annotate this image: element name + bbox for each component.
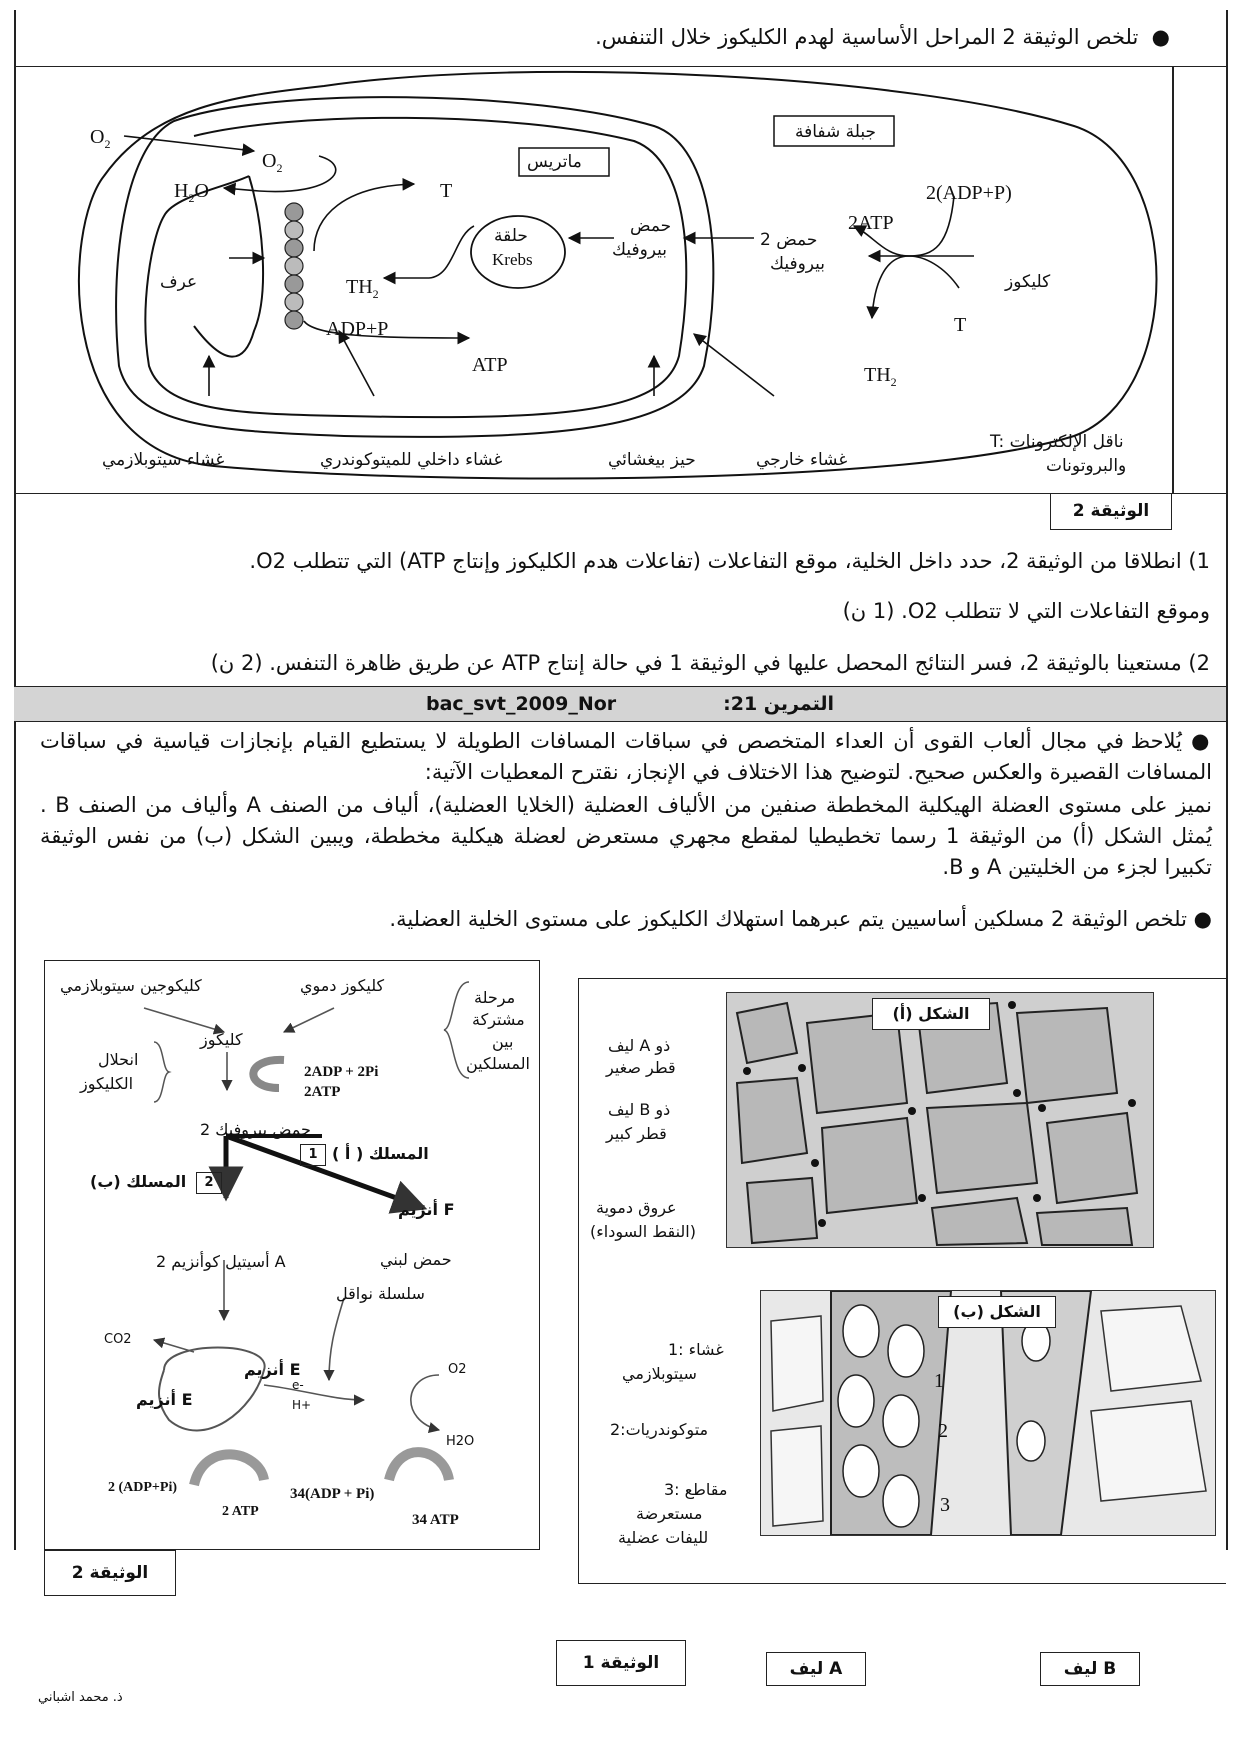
- plasma-membrane-label: غشاء سيتوبلازمي: [102, 450, 225, 470]
- bullet-icon: ●: [1191, 729, 1212, 753]
- enzyme-f-label: أنزيم F: [398, 1200, 455, 1219]
- glycogen-arrow: [144, 1008, 224, 1032]
- fiber-a-small-label-2: قطر صغير: [606, 1058, 676, 1077]
- adp-p-right-label: 2(ADP+P): [926, 182, 1012, 204]
- matrix-label: ماتريس: [527, 152, 582, 172]
- th2-mid-label: $TH_2$: [346, 276, 379, 301]
- o2-bottom-label: O2: [448, 1362, 467, 1377]
- common-phase-4: المسلكين: [466, 1054, 530, 1073]
- path-a-number: 1: [300, 1144, 326, 1166]
- acetyl-coa-label: 2 أسيتيل كوأنزيم A: [156, 1252, 286, 1271]
- o2-inside-label: $O_2$: [262, 150, 283, 175]
- glycolysis-label-1: انحلال: [98, 1050, 139, 1069]
- question-2: 2) مستعينا بالوثيقة 2، فسر النتائج المحصل عليها في الوثيقة 1 في حالة إنتاج ATP عن طريق ظاهرة التنفس. (2 ن): [210, 651, 1210, 675]
- two-pyruvic-label-2: بيروفيك: [770, 254, 826, 274]
- fiber-b-label: ليف B: [1040, 1652, 1140, 1686]
- t-label-right: T: [954, 314, 967, 336]
- brace-glyco: [154, 1042, 169, 1102]
- exercise-paragraph-2: نميز على مستوى العضلة الهيكلية المخططة صنفين من الألياف العضلية (الخلايا العضلية)، ألياف من الصنف A وألياف من الصنف B . يُمثل الشكل (أ) من الوثيقة 1 رسما تخطيطيا لمقطع مجهري مستعرض لعضلة هيكلية مخططة، ويبين الشكل (ب) من نفس الوثيقة تكبيرا لجزء من الخليتين A و B.: [40, 793, 1212, 879]
- glucose-bottom-label: كليكوز: [200, 1030, 243, 1049]
- figure-a-image: [726, 992, 1154, 1248]
- muscle-cross-section: [727, 993, 1153, 1247]
- exercise-title: التمرين 21:: [723, 693, 834, 715]
- legend-3c: لليفات عضلية: [618, 1528, 709, 1547]
- glycolysis-label-2: الكليكوز: [80, 1074, 134, 1093]
- glucose-label: كليكوز: [1005, 272, 1051, 292]
- fiber-b-large-label-1: ليف B ذو: [608, 1100, 671, 1119]
- fiber-a-small-label-1: ليف A ذو: [608, 1036, 671, 1055]
- atp2-curl: [194, 1454, 264, 1485]
- common-phase-2: مشتركة: [472, 1010, 525, 1029]
- adp-p-chain-label: ADP+P: [326, 318, 389, 340]
- mito-outer-membrane: [116, 97, 713, 437]
- outer-membrane-label: غشاء خارجي: [756, 450, 848, 470]
- atp-34-label: 34 ATP: [412, 1512, 459, 1528]
- adp-pi-34-label: 34(ADP + Pi): [290, 1486, 375, 1502]
- th2-right-label: $TH_2$: [864, 364, 897, 389]
- t-legend-2: والبروتونات: [1046, 456, 1127, 476]
- electron-label: e-: [292, 1378, 304, 1392]
- bullet-icon: ●: [1151, 25, 1170, 49]
- atp-chain-label: ATP: [472, 354, 508, 376]
- chain-label: سلسلة نواقل: [336, 1284, 425, 1303]
- page-border-right: [1226, 10, 1228, 1550]
- enzyme-e-label-2: أنزيم E: [136, 1390, 193, 1409]
- legend-2: 2:متوكوندريات: [610, 1420, 709, 1439]
- t-arrow: [314, 184, 414, 251]
- common-phase-1: مرحلة: [474, 988, 516, 1007]
- number-3: 3: [940, 1494, 950, 1516]
- atp34-curl: [389, 1452, 449, 1480]
- inner-membrane-label: غشاء داخلي للميتوكوندري: [320, 450, 503, 470]
- gel-label: جبلة شفافة: [795, 122, 877, 142]
- proton-label: H+: [292, 1398, 312, 1412]
- path-a-label: المسلك ( أ ): [332, 1144, 429, 1163]
- doc2-top-caption: الوثيقة 2: [1050, 494, 1172, 530]
- enzyme-e-label-1: أنزيم E: [244, 1360, 301, 1379]
- krebs-label-en: Krebs: [492, 250, 533, 269]
- h2o-bottom-label: H2O: [446, 1434, 475, 1449]
- fiber-b-large-label-2: قطر كبير: [606, 1124, 667, 1143]
- common-phase-3: بين: [492, 1032, 514, 1051]
- atp2-label: 2ATP: [304, 1084, 341, 1100]
- blood-glucose-arrow: [284, 1008, 334, 1032]
- exercise-header: [14, 686, 1226, 722]
- atp-right-label: 2ATP: [848, 212, 894, 234]
- o2-outside-label: $O_2$: [90, 126, 111, 151]
- number-2: 2: [938, 1420, 948, 1442]
- cell-membrane: [79, 72, 1157, 479]
- crista-label: عرف: [160, 272, 198, 292]
- exercise-paragraph-3: ● تلخص الوثيقة 2 مسلكين أساسيين يتم عبرهما استهلاك الكليكوز على مستوى الخلية العضلية.: [389, 907, 1212, 931]
- outer-pointer: [694, 334, 774, 396]
- chain-line: [264, 1385, 364, 1400]
- atp-2-label: 2 ATP: [222, 1504, 259, 1519]
- chain-arrow: [329, 1298, 344, 1380]
- t-th2-curve: [872, 256, 959, 318]
- pyruvic-acid-label-1: حمض: [630, 216, 672, 236]
- intermembrane-label: حيز بيغشائي: [608, 450, 696, 470]
- electron-transport-chain: [285, 203, 303, 329]
- exercise-paragraph-1: ● يُلاحظ في مجال ألعاب القوى أن العداء المتخصص في سباقات المسافات الطويلة لا يستطيع القيام بإنجازات قياسية في سباقات المسافات القصيرة والعكس صحيح. لتوضيح هذا الاختلاف في الإنجاز، نقترح المعطيات الآتية:: [40, 729, 1212, 784]
- figure-a-caption: الشكل (أ): [872, 998, 990, 1030]
- vessels-label-1: عروق دموية: [596, 1198, 677, 1217]
- legend-3a: 3: مقاطع: [664, 1480, 728, 1499]
- co2-arrow: [154, 1340, 194, 1352]
- figure-b-caption: الشكل (ب): [938, 1296, 1056, 1328]
- pyruvic-bottom-label: 2 حمض بيروفيك: [200, 1120, 311, 1139]
- t-legend-1: T: ناقل الإلكترونات: [990, 432, 1124, 452]
- question-1-line-1: 1) انطلاقا من الوثيقة 2، حدد داخل الخلية، موقع التفاعلات (تفاعلات هدم الكليكوز وإنتاج ATP) التي تتطلب O2.: [249, 549, 1210, 573]
- intro-bullet: ● تلخص الوثيقة 2 المراحل الأساسية لهدم الكليكوز خلال التنفس.: [595, 25, 1170, 49]
- question-1-line-2: وموقع التفاعلات التي لا تتطلب O2. (1 ن): [842, 599, 1210, 623]
- o2-h2o-curve: [411, 1375, 439, 1430]
- bullet-icon: ●: [1193, 907, 1212, 931]
- doc1-caption: الوثيقة 1: [556, 1640, 686, 1686]
- krebs-th2-arrow: [384, 226, 474, 278]
- h2o-label: $H_2O$: [174, 180, 209, 205]
- fiber-a-label: ليف A: [766, 1652, 866, 1686]
- t-label-matrix: T: [440, 180, 453, 202]
- legend-1a: 1: غشاء: [668, 1340, 724, 1359]
- o2-entry-arrow: [124, 136, 254, 151]
- path-b-number: 2: [196, 1172, 222, 1194]
- adp-pi-2-label: 2 (ADP+Pi): [108, 1480, 178, 1495]
- legend-1b: سيتوبلازمي: [622, 1364, 697, 1383]
- number-1: 1: [934, 1370, 944, 1392]
- exercise-code: bac_svt_2009_Nor: [426, 693, 617, 715]
- author-credit: ذ. محمد اشباني: [38, 1690, 123, 1705]
- two-pyruvic-label-1: 2 حمض: [760, 230, 818, 250]
- pathways-diagram: [44, 960, 540, 1550]
- blood-glucose-label: كليكوز دموي: [300, 976, 385, 995]
- legend-3b: مستعرضة: [636, 1504, 703, 1523]
- glycogen-label: كليكوجين سيتوبلازمي: [60, 976, 202, 995]
- pyruvic-acid-label-2: بيروفيك: [612, 240, 668, 260]
- path-b-label: المسلك (ب): [90, 1172, 187, 1191]
- adp-pi-label: 2ADP + 2Pi: [304, 1064, 379, 1080]
- vessels-label-2: (النقط السوداء): [590, 1222, 696, 1241]
- doc2-bottom-caption: الوثيقة 2: [44, 1550, 176, 1596]
- lactic-acid-label: حمض لبني: [380, 1250, 452, 1269]
- krebs-label-ar: حلقة: [494, 226, 528, 246]
- co2-label: CO2: [104, 1332, 132, 1347]
- atp-curl: [253, 1060, 284, 1088]
